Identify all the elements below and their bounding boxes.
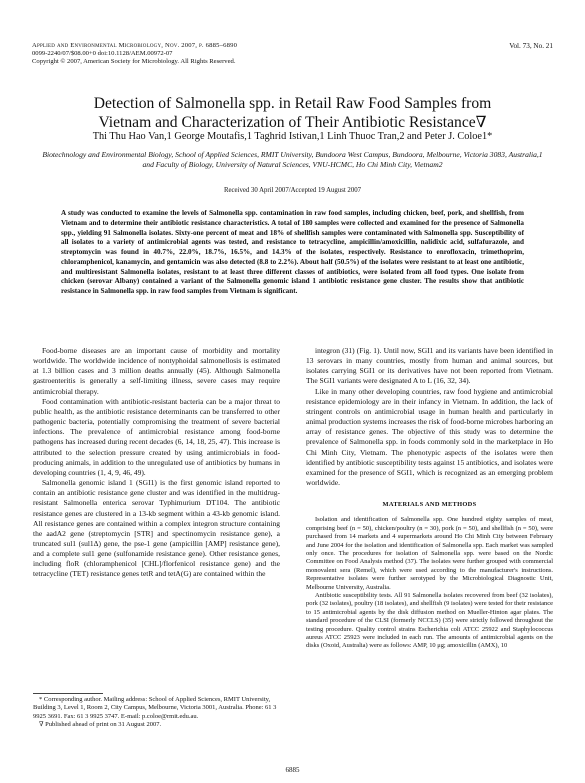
footnote-rule: [33, 693, 103, 694]
methods-paragraph: Isolation and identification of Salmonella spp. One hundred eighty samples of meat, comprising beef (n = 50), chicken/poultry (n = 30), pork (n = 50), and shellfish (n = 50), were purchased from 14 markets and 4 supermarkets around Ho Chi Minh City between February and June 2004 for the isolation and identification of Salmonella spp. Each market was sampled only once. The procedures for isolation of Salmonella spp. were based on the Nordic Committee on Food Analysis method (37). The isolates were further grouped with commercial monovalent sera (Remel), which were used according to the manufacturer's instructions. Representative isolates were further serotyped by the Microbiological Diagnostic Unit, Melbourne University, Australia.: [306, 516, 553, 591]
footnotes: [33, 683, 280, 729]
right-column: [306, 346, 553, 651]
methods-section: [306, 516, 553, 651]
journal-citation: Applied and Environmental Microbiology, Nov. 2007, p. 6885–6890: [32, 42, 238, 49]
issn-doi: 0099-2240/07/$08.00+0 doi:10.1128/AEM.00972-07: [32, 50, 173, 58]
title-line-2: Vietnam and Characterization of Their Antibiotic Resistance∇: [98, 114, 487, 131]
body-paragraph: Like in many other developing countries, raw food hygiene and antimicrobial resistance epidemiology are in their infancy in Vietnam. In addition, the lack of stringent controls on antimicrobial usage in human health and particularly in animal production systems increases the risk of food-borne microbes harboring an array of resistance genes. The objective of this study was to determine the prevalence of Salmonella spp. in foods commonly sold in the marketplace in Ho Chi Minh City, Vietnam. The phenotypic aspects of the isolates were then identified by antibiotic susceptibility tests against 15 antibiotics, and isolates were examined for the presence of SGI1, which is recognized as an emerging problem worldwide.: [306, 386, 553, 488]
running-header: [32, 42, 553, 67]
received-accepted-dates: Received 30 April 2007/Accepted 19 August 2007: [223, 187, 362, 194]
publication-note: ∇ Published ahead of print on 31 August 2007.: [39, 720, 162, 728]
author-list: Thi Thu Hao Van,1 George Moutafis,1 Taghrid Istivan,1 Linh Thuoc Tran,2 and Peter J. Coloe1*: [92, 131, 493, 142]
corresponding-author-note: * Corresponding author. Mailing address: School of Applied Sciences, RMIT University, Building 3, Level 1, Room 2, City Campus, Melbourne, Victoria 3001, Australia. Phone: 61 3 9925 3691. Fax: 61 3 9925 3747. E-mail: p.coloe@rmit.edu.au.: [33, 696, 277, 720]
body-paragraph: Salmonella genomic island 1 (SGI1) is the first genomic island reported to contain an antibiotic resistance gene cluster and was identified in the multidrug-resistant Salmonella enterica serovar Typhimurium DT104. The antibiotic resistance genes are clustered in a 13-kb segment within a 43-kb genomic island. All resistance genes are contained within a complex integron structure containing the aadA2 gene (streptomycin [STR] and spectinomycin resistance gene), a truncated sul1 (sul1Δ) gene, the pse-1 gene (ampicillin [AMP] resistance gene), and a complete sul1 gene (sulfonamide resistance gene). Other resistance genes, including floR (chloramphenicol [CHL]/florfenicol resistance gene) and the tetracycline (TET) resistance genes tetR and tetA(G) are contained within the: [33, 478, 280, 579]
volume-number: Vol. 73, No. 21: [509, 42, 553, 50]
body-paragraph: integron (31) (Fig. 1). Until now, SGI1 and its variants have been identified in 13 serovars in many countries, mostly from human and animal sources, but isolates carrying SGI1 or its derivatives have not been reported from Vietnam. The SGI1 variants were designated A to L (16, 32, 34).: [306, 346, 553, 386]
body-paragraph: Food-borne diseases are an important cause of morbidity and mortality worldwide. The worldwide incidence of nontyphoidal salmonellosis is estimated at 1.3 billion cases and 3 million deaths annually (45). Although Salmonella gastroenteritis is generally a self-limiting illness, severe cases may require antimicrobial therapy.: [33, 346, 280, 396]
methods-paragraph: Antibiotic susceptibility tests. All 91 Salmonella isolates recovered from beef (32 isolates), pork (32 isolates), poultry (18 isolates), and shellfish (9 isolates) were tested for their resistance to 15 antimicrobial agents by the disk diffusion method on Mueller-Hinton agar plates. The standard procedure of the CLSI (formerly NCCLS) (35) were strictly followed throughout the testing procedure. Quality control strains Escherichia coli ATCC 25922 and Staphylococcus aureus ATCC 25923 were included in each run. The amounts of antimicrobial agents on the disks (Oxoid, Australia) were as follows: AMP, 10 μg; amoxicillin (AMX), 10: [306, 592, 553, 650]
title-line-1: Detection of Salmonella spp. in Retail Raw Food Samples from: [93, 95, 492, 112]
article-title: [30, 94, 555, 132]
abstract: A study was conducted to examine the levels of Salmonella spp. contamination in raw food samples, including chicken, beef, pork, and shellfish, from Vietnam and to determine their antibiotic resistance characteristics. A total of 180 samples were collected and examined for the presence of Salmonella spp., yielding 91 Salmonella isolates. Sixty-one percent of meat and 18% of shellfish samples were contaminated with Salmonella spp. Susceptibility of all isolates to a variety of antimicrobial agents was tested, and resistance to tetracycline, ampicillin/amoxicillin, nalidixic acid, sulfafurazole, and streptomycin was found in 40.7%, 22.0%, 18.7%, 16.5%, and 14.3% of the isolates, respectively. Resistance to enrofloxacin, trimethoprim, chloramphenicol, kanamycin, and gentamicin was also detected (8.8 to 2.2%). About half (50.5%) of the isolates were resistant to at least one antibiotic, and multiresistant Salmonella isolates, resistant to at least three different classes of antibiotics, were isolated from all food types. One isolate from chicken (serovar Albany) contained a variant of the Salmonella genomic island 1 antibiotic resistance gene cluster. The results show that antibiotic resistance in Salmonella spp. in raw food samples from Vietnam is significant.: [61, 209, 524, 295]
page-number: 6885: [285, 766, 300, 774]
copyright-line: Copyright © 2007, American Society for Microbiology. All Rights Reserved.: [32, 58, 236, 66]
body-paragraph: Food contamination with antibiotic-resistant bacteria can be a major threat to public health, as the antibiotic resistance determinants can be transferred to other pathogenic bacteria, potentially compromising the treatment of severe bacterial infections. The prevalence of antimicrobial resistance among food-borne pathogens has increased during recent decades (6, 14, 18, 25, 47). This increase is attributed to the selection pressure created by using antimicrobials in food-producing animals, in addition to the unregulated use of antibiotics by humans in developing countries (1, 4, 9, 46, 49).: [33, 396, 280, 477]
section-heading: MATERIALS AND METHODS: [382, 501, 477, 509]
left-column: [33, 346, 280, 580]
affiliations: Biotechnology and Environmental Biology, School of Applied Sciences, RMIT University, Bundoora West Campus, Bundoora, Melbourne, Victoria 3083, Australia,1 and Faculty of Biology, University of Natural Sciences, VNU-HCMC, Ho Chi Minh City, Vietnam2: [42, 150, 543, 169]
